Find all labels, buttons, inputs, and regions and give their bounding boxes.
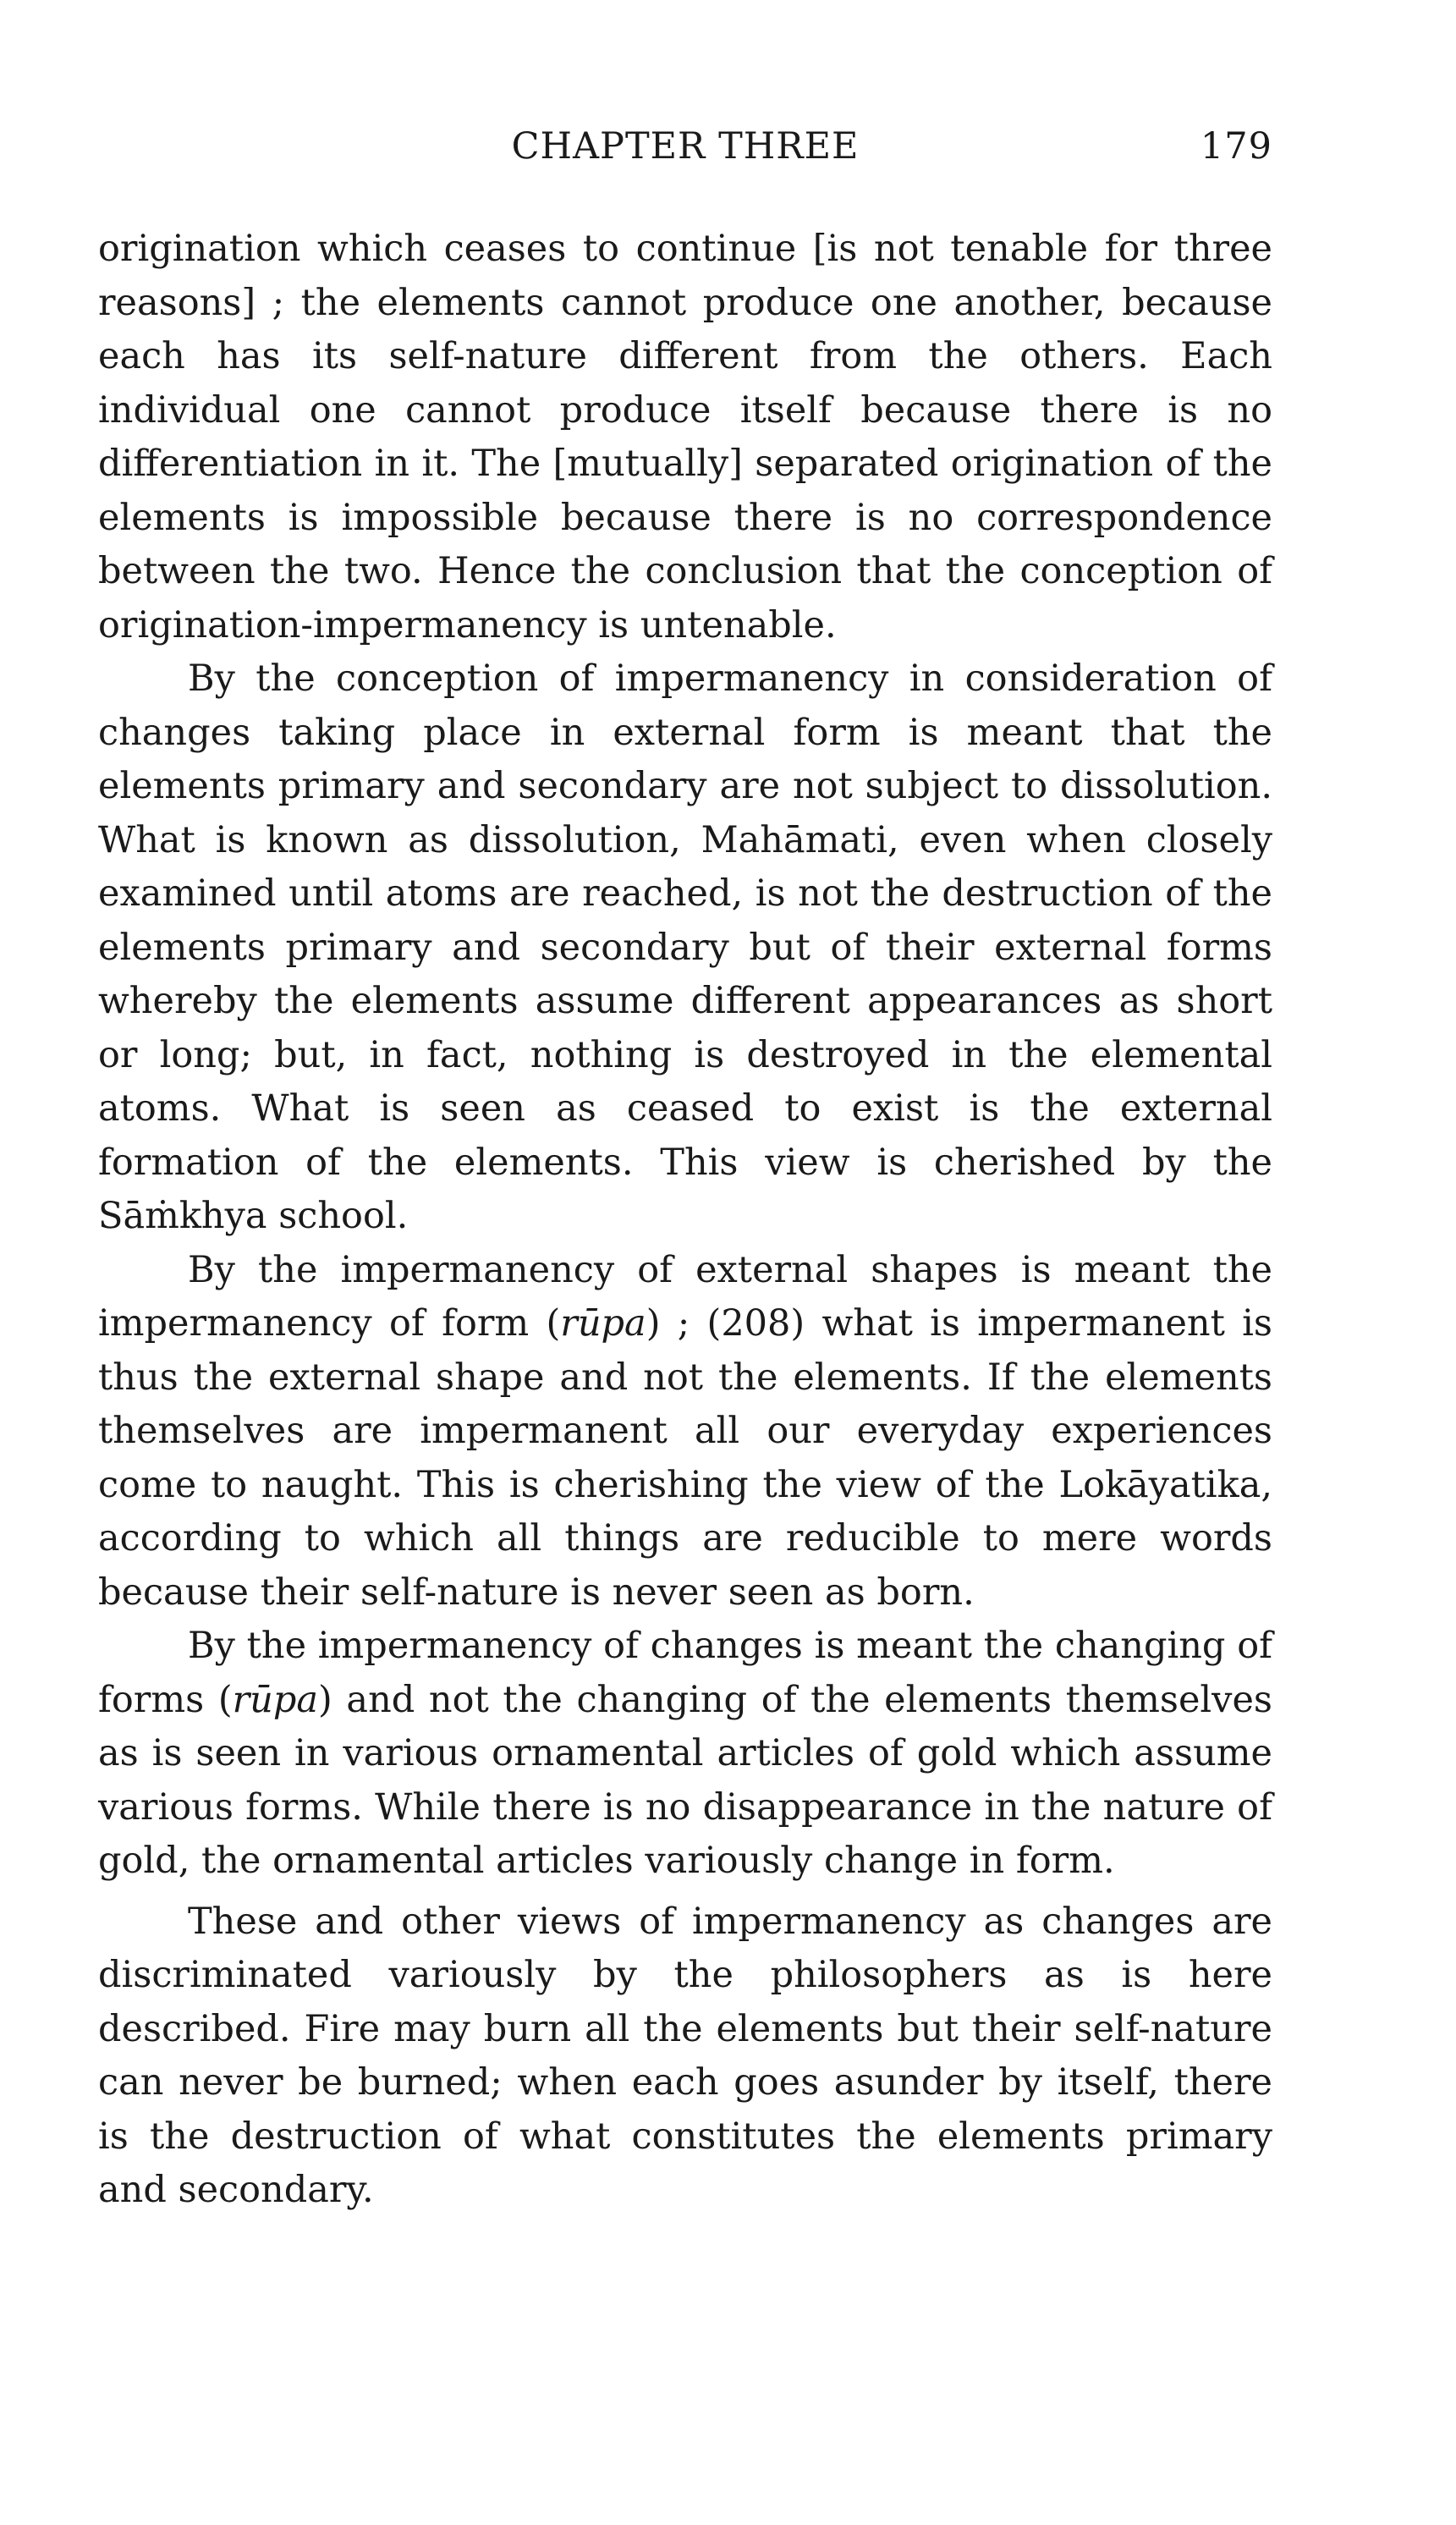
paragraph-3-part-2: ) ; (208) what is impermanent is thus the external shape and not the elements. If the elements themselves are impermanent all our everyday experiences come to naught. This is cherishing the view of the Lokāyatika, according to which all things are reducible to mere words because their self-nature is never seen as born.: [98, 1302, 1272, 1614]
body-text: [98, 223, 1272, 2218]
paragraph-2: By the conception of impermanency in consideration of changes taking place in external form is meant that the elements primary and secondary are not subject to dissolution. What is known as dissolution, Mahāmati, even when closely examined until atoms are reached, is not the destruction of the elements primary and secondary but of their external forms whereby the elements assume different appearances as short or long; but, in fact, nothing is destroyed in the elemental atoms. What is seen as ceased to exist is the external formation of the elements. This view is cherished by the Sāṁkhya school.: [98, 657, 1272, 1237]
paragraph-4-part-1: By the impermanency of changes is meant the changing of forms (: [98, 1625, 1272, 1721]
paragraph-1: origination which ceases to continue [is not tenable for three reasons] ; the elements cannot produce one another, because each has its self-nature different from the others. Each individual one cannot produce itself because there is no differentiation in it. The [mutually] separated origination of the elements is impossible because there is no correspondence between the two. Hence the conclusion that the conception of origination-impermanency is untenable.: [98, 228, 1272, 646]
paragraph-3-italic-term: rūpa: [560, 1302, 646, 1345]
paragraph-4-italic-term: rūpa: [232, 1678, 319, 1721]
paragraph-3: [98, 1244, 1272, 1620]
paragraph-5: These and other views of impermanency as changes are discriminated variously by the philosophers as is here described. Fire may burn all the elements but their self-nature can never be burned; when each goes asunder by itself, there is the destruction of what constitutes the elements primary and secondary.: [98, 1900, 1272, 2211]
running-head: [98, 125, 1272, 176]
chapter-title: CHAPTER THREE: [511, 125, 860, 168]
paragraph-3-part-1: By the impermanency of external shapes is meant the impermanency of form (: [98, 1248, 1272, 1345]
paragraph-4: [98, 1620, 1272, 1889]
page-number: 179: [1200, 125, 1272, 168]
paragraph-4-part-2: ) and not the changing of the elements themselves as is seen in various ornamental articles of gold which assume various forms. While there is no disappearance in the nature of gold, the ornamental articles variously change in form.: [98, 1678, 1272, 1882]
